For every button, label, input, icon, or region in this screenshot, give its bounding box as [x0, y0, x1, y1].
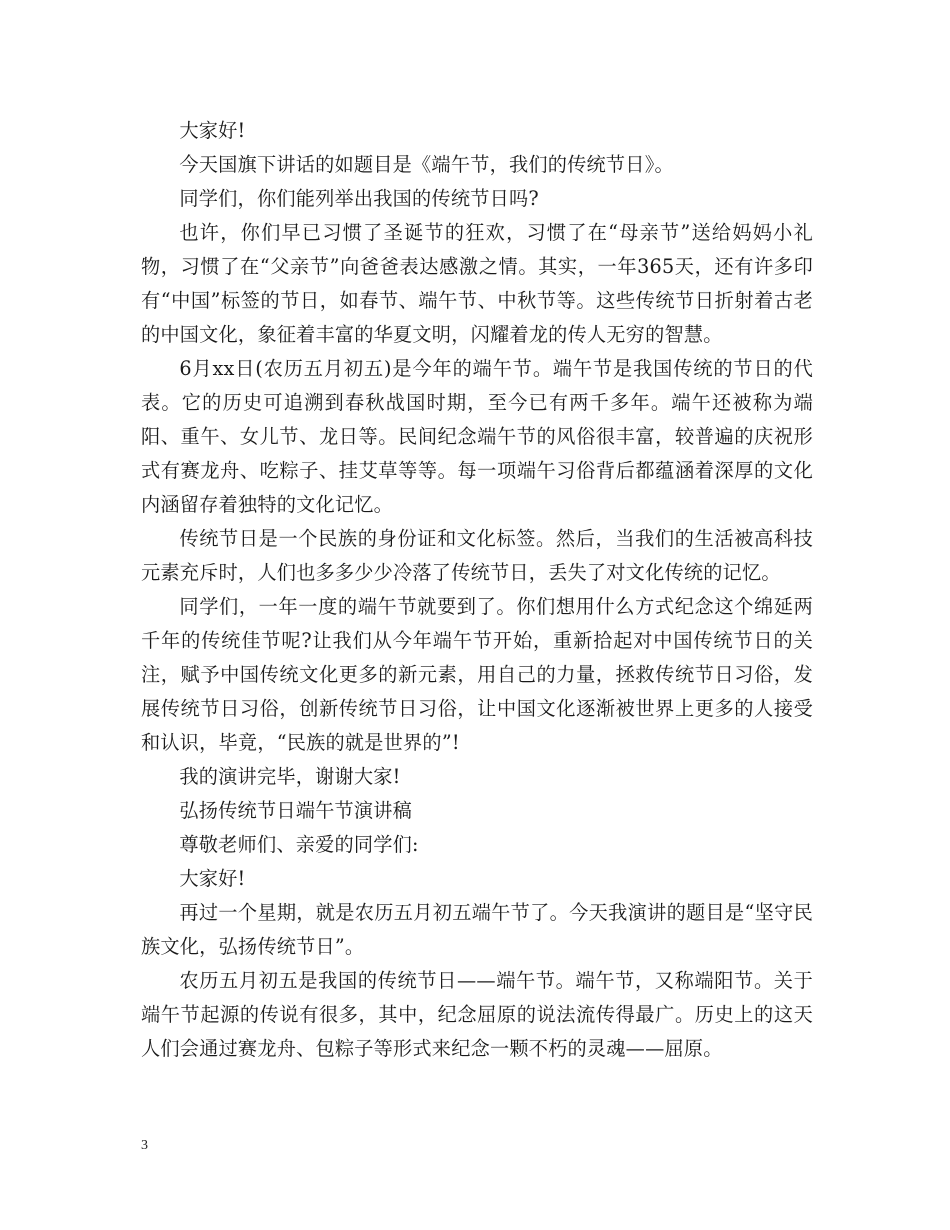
- paragraph-second-topic: 再过一个星期，就是农历五月初五端午节了。今天我演讲的题目是“坚守民族文化，弘扬传统节日”。: [141, 901, 813, 958]
- paragraph-greeting-2: 大家好!: [179, 867, 246, 890]
- paragraph-question: 同学们，你们能列举出我国的传统节日吗?: [179, 187, 539, 210]
- page-number: 3: [141, 1138, 148, 1153]
- paragraph-salutation: 尊敬老师们、亲爱的同学们:: [179, 833, 419, 856]
- paragraph-western-holidays: 也许，你们早已习惯了圣诞节的狂欢，习惯了在“母亲节”送给妈妈小礼物，习惯了在“父亲节”向爸爸表达感激之情。其实，一年365天，还有许多印有“中国”标签的节日，如春节、端午节、中秋节等。这些传统节日折射着古老的中国文化，象征着丰富的华夏文明，闪耀着龙的传人无穷的智慧。: [141, 221, 813, 346]
- paragraph-qu-yuan: 农历五月初五是我国的传统节日——端午节。端午节，又称端阳节。关于端午节起源的传说有很多，其中，纪念屈原的说法流传得最广。历史上的这天人们会通过赛龙舟、包粽子等形式来纪念一颗不朽的灵魂——屈原。: [141, 969, 813, 1060]
- paragraph-national-identity: 传统节日是一个民族的身份证和文化标签。然后，当我们的生活被高科技元素充斥时，人们也多多少少冷落了传统节日，丢失了对文化传统的记忆。: [141, 527, 813, 584]
- paragraph-closing: 我的演讲完毕，谢谢大家!: [179, 765, 401, 788]
- paragraph-greeting: 大家好!: [179, 119, 246, 142]
- paragraph-topic: 今天国旗下讲话的如题目是《端午节，我们的传统节日》。: [179, 153, 674, 176]
- paragraph-second-title: 弘扬传统节日端午节演讲稿: [179, 799, 413, 822]
- paragraph-call-to-action: 同学们，一年一度的端午节就要到了。你们想用什么方式纪念这个绵延两千年的传统佳节呢?让我们从今年端午节开始，重新拾起对中国传统节日的关注，赋予中国传统文化更多的新元素，用自己的力量，拯救传统节日习俗，发展传统节日习俗，创新传统节日习俗，让中国文化逐渐被世界上更多的人接受和认识，毕竟，“民族的就是世界的”!: [141, 595, 813, 754]
- document-body: [141, 114, 813, 1066]
- paragraph-dragon-boat-history: 6月xx日(农历五月初五)是今年的端午节。端午节是我国传统的节日的代表。它的历史可追溯到春秋战国时期，至今已有两千多年。端午还被称为端阳、重午、女儿节、龙日等。民间纪念端午节的风俗很丰富，较普遍的庆祝形式有赛龙舟、吃粽子、挂艾草等等。每一项端午习俗背后都蕴涵着深厚的文化内涵留存着独特的文化记忆。: [141, 357, 813, 516]
